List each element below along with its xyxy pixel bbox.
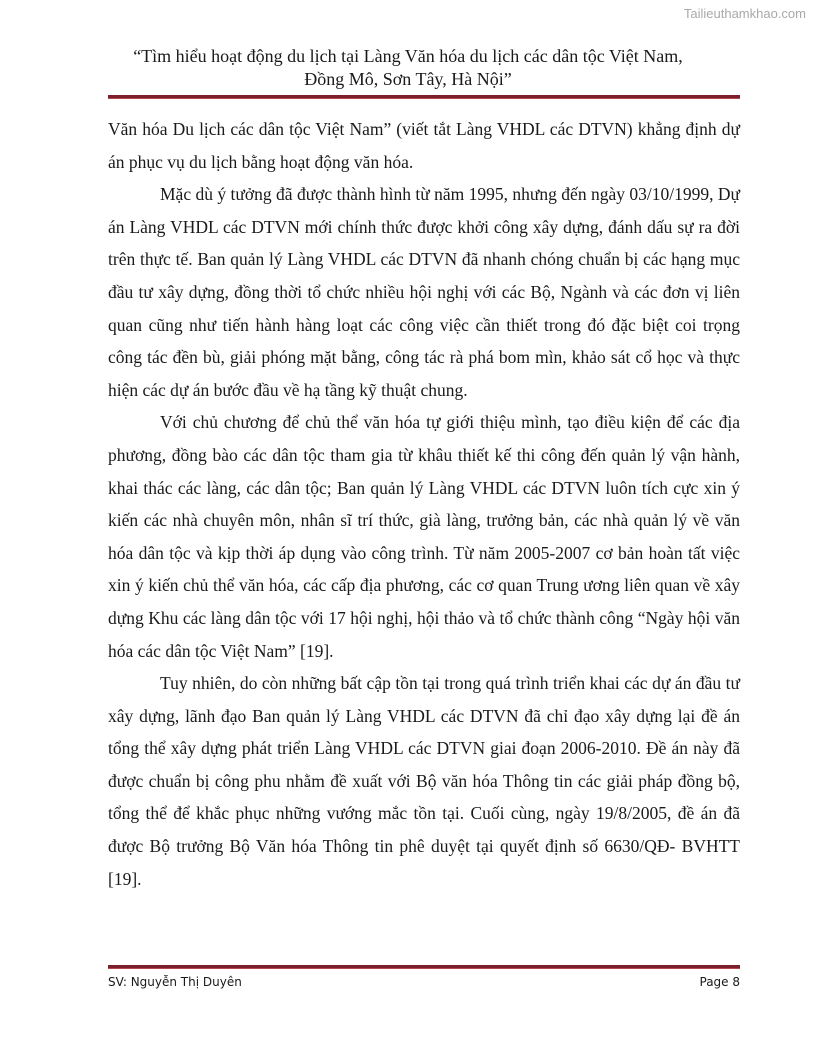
document-body xyxy=(108,113,740,895)
header-title-line-1: “Tìm hiểu hoạt động du lịch tại Làng Văn hóa du lịch các dân tộc Việt Nam, xyxy=(133,46,683,66)
footer-divider xyxy=(108,965,740,969)
header-divider xyxy=(108,95,740,99)
paragraph-continuation: Văn hóa Du lịch các dân tộc Việt Nam” (viết tắt Làng VHDL các DTVN) khẳng định dự án phục vụ du lịch bằng hoạt động văn hóa. xyxy=(108,119,740,172)
document-header-title xyxy=(108,45,708,91)
watermark-text: Tailieuthamkhao.com xyxy=(683,6,806,21)
footer-page-number: Page 8 xyxy=(699,975,740,989)
footer-author: SV: Nguyễn Thị Duyên xyxy=(108,975,242,989)
header-title-line-2: Đồng Mô, Sơn Tây, Hà Nội” xyxy=(304,69,512,89)
paragraph: Mặc dù ý tưởng đã được thành hình từ năm 1995, nhưng đến ngày 03/10/1999, Dự án Làng VHDL các DTVN mới chính thức được khởi công xây dựng, đánh dấu sự ra đời trên thực tế. Ban quản lý Làng VHDL các DTVN đã nhanh chóng chuẩn bị các hạng mục đầu tư xây dựng, đồng thời tổ chức nhiều hội nghị với các Bộ, Ngành và các đơn vị liên quan cũng như tiến hành hàng loạt các công việc cần thiết trong đó đặc biệt coi trọng công tác đền bù, giải phóng mặt bằng, công tác rà phá bom mìn, khảo sát cổ học và thực hiện các dự án bước đầu về hạ tầng kỹ thuật chung. xyxy=(108,184,740,400)
paragraph: Tuy nhiên, do còn những bất cập tồn tại trong quá trình triển khai các dự án đầu tư xây dựng, lãnh đạo Ban quản lý Làng VHDL các DTVN đã chỉ đạo xây dựng lại đề án tổng thể xây dựng phát triển Làng VHDL các DTVN giai đoạn 2006-2010. Đề án này đã được chuẩn bị công phu nhằm đề xuất với Bộ văn hóa Thông tin các giải pháp đồng bộ, tổng thể để khắc phục những vướng mắc tồn tại. Cuối cùng, ngày 19/8/2005, đề án đã được Bộ trưởng Bộ Văn hóa Thông tin phê duyệt tại quyết định số 6630/QĐ- BVHTT [19]. xyxy=(108,673,740,889)
paragraph: Với chủ chương để chủ thể văn hóa tự giới thiệu mình, tạo điều kiện để các địa phương, đồng bào các dân tộc tham gia từ khâu thiết kế thi công đến quản lý vận hành, khai thác các làng, các dân tộc; Ban quản lý Làng VHDL các DTVN luôn tích cực xin ý kiến các nhà chuyên môn, nhân sĩ trí thức, già làng, trưởng bản, các nhà quản lý về văn hóa dân tộc và kịp thời áp dụng vào công trình. Từ năm 2005-2007 cơ bản hoàn tất việc xin ý kiến chủ thể văn hóa, các cấp địa phương, các cơ quan Trung ương liên quan về xây dựng Khu các làng dân tộc với 17 hội nghị, hội thảo và tổ chức thành công “Ngày hội văn hóa các dân tộc Việt Nam” [19]. xyxy=(108,412,740,661)
